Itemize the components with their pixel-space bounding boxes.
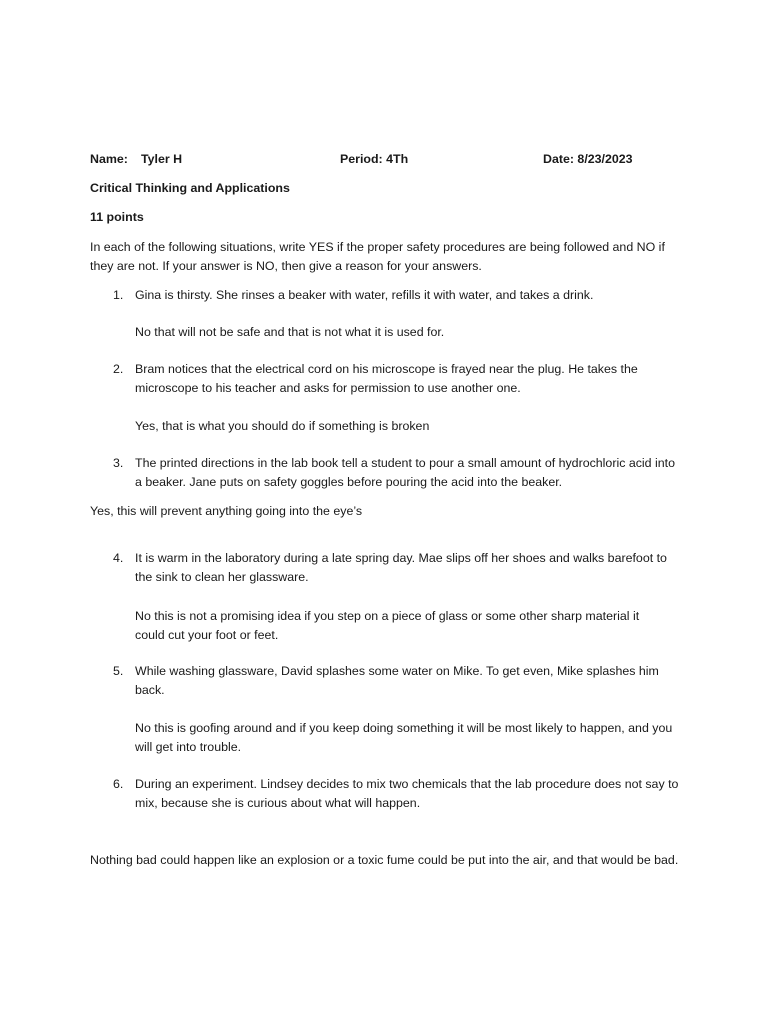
period-field: Period: 4Th (340, 152, 409, 166)
instructions-paragraph: In each of the following situations, write YES if the proper safety procedures are being followed and NO if they are not. If your answer is NO, then give a reason for your answers. (90, 240, 665, 273)
answer-text: No this is goofing around and if you keep doing something it will be most likely to happen, and you will get into trouble. (135, 721, 673, 754)
question-text: It is warm in the laboratory during a late spring day. Mae slips off her shoes and walks barefoot to the sink to clean her glassware. (135, 551, 667, 584)
question-text: The printed directions in the lab book tell a student to pour a small amount of hydrochloric acid into a beaker. Jane puts on safety goggles before pouring the acid into the beaker. (135, 456, 675, 489)
question-number: 6. (113, 777, 124, 791)
name-label: Name: (90, 152, 128, 166)
answer-text: No that will not be safe and that is not what it is used for. (135, 325, 445, 339)
question-text: While washing glassware, David splashes some water on Mike. To get even, Mike splashes him back. (135, 664, 659, 697)
question-number: 5. (113, 664, 124, 678)
student-name: Tyler H (141, 152, 183, 166)
date-field: Date: 8/23/2023 (543, 152, 633, 166)
answer-text: Yes, that is what you should do if something is broken (135, 419, 430, 433)
question-text: During an experiment. Lindsey decides to mix two chemicals that the lab procedure does not say to mix, because she is curious about what will happen. (135, 777, 679, 810)
question-text: Gina is thirsty. She rinses a beaker with water, refills it with water, and takes a drink. (135, 288, 594, 302)
question-number: 1. (113, 288, 124, 302)
question-number: 3. (113, 456, 124, 470)
question-text: Bram notices that the electrical cord on his microscope is frayed near the plug. He takes the microscope to his teacher and asks for permission to use another one. (135, 362, 638, 395)
question-number: 4. (113, 551, 124, 565)
answer-text: Yes, this will prevent anything going into the eye’s (90, 504, 363, 518)
points-label: 11 points (90, 210, 144, 224)
page-title: Critical Thinking and Applications (90, 181, 290, 195)
answer-text: No this is not a promising idea if you step on a piece of glass or some other sharp material it could cut your foot or feet. (135, 609, 640, 642)
question-number: 2. (113, 362, 124, 376)
answer-text: Nothing bad could happen like an explosion or a toxic fume could be put into the air, and that would be bad. (90, 853, 679, 867)
